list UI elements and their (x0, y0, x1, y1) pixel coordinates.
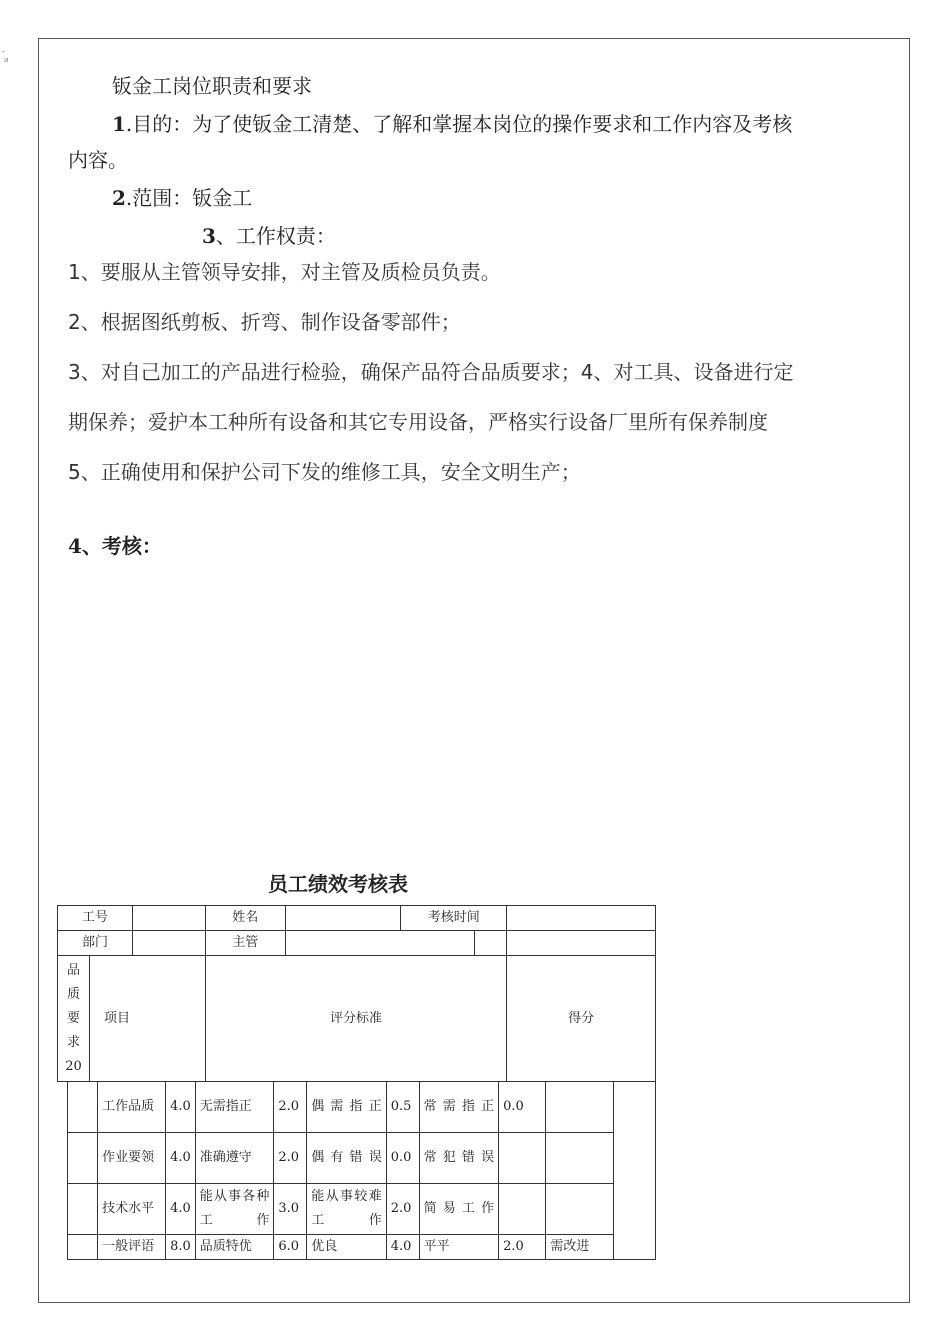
supervisor-label: 主管 (205, 931, 285, 956)
purpose-text: .目的：为了使钣金工清楚、了解和掌握本岗位的操作要求和工作内容及考核 (125, 112, 793, 136)
table-row (68, 1133, 656, 1184)
score-cell[interactable] (614, 1133, 656, 1184)
weight-cell: 4.0 (166, 1133, 196, 1184)
score-label: 得分 (507, 956, 656, 1082)
employee-id-label: 工号 (58, 906, 133, 931)
duty-item-2: 2、根据图纸剪板、折弯、制作设备零部件； (68, 310, 461, 334)
quality-label-char: 要 (66, 1010, 80, 1026)
criteria-cell: 偶需指正 (307, 1082, 387, 1133)
criteria-cell: 准确遵守 (195, 1133, 274, 1184)
quality-label-char: 20 (65, 1058, 82, 1074)
points-cell (499, 1184, 546, 1235)
dept-value[interactable] (132, 931, 205, 956)
criteria-cell (546, 1082, 614, 1133)
points-cell: 0.0 (386, 1133, 419, 1184)
supervisor-value[interactable] (285, 931, 475, 956)
row-blank (68, 1235, 98, 1260)
criteria-label: 评分标准 (205, 956, 506, 1082)
table-row (68, 1082, 656, 1133)
duty-heading (202, 224, 336, 248)
criteria-cell: 简易工作 (419, 1184, 499, 1235)
purpose-line (112, 112, 792, 136)
duty-item-3-cont: 期保养；爱护本工种所有设备和其它专用设备，严格实行设备厂里所有保养制度 (68, 410, 768, 434)
table-row (68, 1184, 656, 1235)
weight-cell: 4.0 (166, 1082, 196, 1133)
time-label: 考核时间 (401, 906, 507, 931)
scope-line (112, 186, 252, 210)
criteria-cell: 品质特优 (195, 1235, 274, 1260)
criteria-cell: 能从事较难工作 (307, 1184, 387, 1235)
score-cell[interactable] (614, 1235, 656, 1260)
doc-title: 钣金工岗位职责和要求 (112, 74, 312, 98)
points-cell: 6.0 (274, 1235, 307, 1260)
criteria-cell: 需改进 (546, 1235, 614, 1260)
employee-id-value[interactable] (132, 906, 205, 931)
score-cell[interactable] (614, 1082, 656, 1133)
quality-label-char: 品 (66, 962, 80, 978)
points-cell: 3.0 (274, 1184, 307, 1235)
criteria-cell: 优良 (307, 1235, 387, 1260)
points-cell (499, 1133, 546, 1184)
duty-item-1: 1、要服从主管领导安排，对主管及质检员负责。 (68, 260, 501, 284)
assess-heading: 4、考核： (68, 534, 162, 558)
duty-text: 、工作权责： (215, 224, 336, 248)
duty-item-5: 5、正确使用和保护公司下发的维修工具，安全文明生产； (68, 460, 581, 484)
item-cell: 技术水平 (98, 1184, 166, 1235)
quality-label (58, 956, 90, 1082)
points-cell: 2.0 (274, 1082, 307, 1133)
table-title: 员工绩效考核表 (268, 872, 408, 896)
blank-cell (475, 931, 507, 956)
purpose-num: 1 (112, 112, 126, 136)
criteria-cell: 平平 (419, 1235, 499, 1260)
criteria-cell: 偶有错误 (307, 1133, 387, 1184)
criteria-cell: 能从事各种工作 (195, 1184, 274, 1235)
row-blank (68, 1184, 98, 1235)
criteria-cell: 常需指正 (419, 1082, 499, 1133)
name-value[interactable] (285, 906, 401, 931)
weight-cell: 8.0 (166, 1235, 196, 1260)
purpose-line-2: 内容。 (68, 148, 128, 172)
item-cell: 工作品质 (98, 1082, 166, 1133)
scope-num: 2 (112, 186, 126, 210)
criteria-table (67, 1081, 656, 1260)
table-row (68, 1235, 656, 1260)
points-cell: 4.0 (386, 1235, 419, 1260)
criteria-cell (546, 1184, 614, 1235)
blank-cell (507, 931, 656, 956)
row-blank (68, 1133, 98, 1184)
points-cell: 2.0 (386, 1184, 419, 1235)
points-cell: 0.0 (499, 1082, 546, 1133)
time-value[interactable] (507, 906, 656, 931)
duty-item-3: 3、对自己加工的产品进行检验，确保产品符合品质要求；4、对工具、设备进行定 (68, 360, 794, 384)
item-label: 项目 (89, 956, 205, 1082)
weight-cell: 4.0 (166, 1184, 196, 1235)
criteria-cell (546, 1133, 614, 1184)
score-cell[interactable] (614, 1184, 656, 1235)
dept-label: 部门 (58, 931, 133, 956)
scope-text: .范围：钣金工 (125, 186, 253, 210)
row-blank (68, 1082, 98, 1133)
criteria-cell: 无需指正 (195, 1082, 274, 1133)
header-table (57, 905, 656, 1082)
quality-label-char: 质 (66, 986, 80, 1002)
item-cell: 作业要领 (98, 1133, 166, 1184)
item-cell: 一般评语 (98, 1235, 166, 1260)
margin-mark: - ョ (2, 47, 10, 64)
criteria-cell: 常犯错误 (419, 1133, 499, 1184)
points-cell: 2.0 (499, 1235, 546, 1260)
name-label: 姓名 (205, 906, 285, 931)
points-cell: 2.0 (274, 1133, 307, 1184)
duty-num: 3 (202, 224, 216, 248)
quality-label-char: 求 (66, 1034, 80, 1050)
points-cell: 0.5 (386, 1082, 419, 1133)
